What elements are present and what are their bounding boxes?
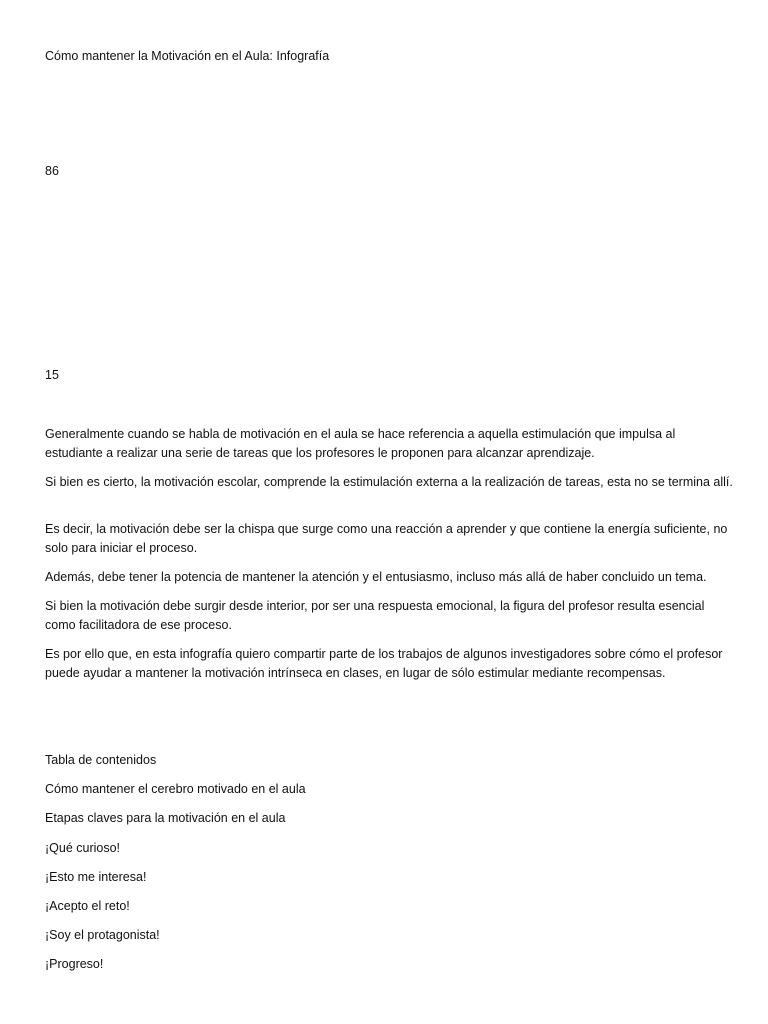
toc-item[interactable]: Cómo mantener el cerebro motivado en el aula bbox=[45, 782, 306, 796]
toc-item[interactable]: ¡Soy el protagonista! bbox=[45, 928, 160, 942]
body-paragraph: Si bien la motivación debe surgir desde interior, por ser una respuesta emocional, la figura del profesor resulta esencial como facilitadora de ese proceso. bbox=[45, 599, 705, 632]
body-paragraph: Es decir, la motivación debe ser la chispa que surge como una reacción a aprender y que contiene la energía suficiente, no solo para iniciar el proceso. bbox=[45, 522, 728, 555]
body-paragraph: Además, debe tener la potencia de mantener la atención y el entusiasmo, incluso más allá de haber concluido un tema. bbox=[45, 570, 707, 584]
stat-number: 86 bbox=[45, 164, 59, 178]
body-paragraph: Si bien es cierto, la motivación escolar, comprende la estimulación externa a la realización de tareas, esta no se termina allí. bbox=[45, 475, 733, 489]
toc-heading: Tabla de contenidos bbox=[45, 753, 157, 767]
toc-item[interactable]: ¡Acepto el reto! bbox=[45, 899, 130, 913]
body-paragraph: Es por ello que, en esta infografía quiero compartir parte de los trabajos de algunos investigadores sobre cómo el profesor puede ayudar a mantener la motivación intrínseca en clases, en lugar de sólo estimular mediante recompensas. bbox=[45, 647, 723, 680]
body-paragraph: Generalmente cuando se habla de motivación en el aula se hace referencia a aquella estimulación que impulsa al estudiante a realizar una serie de tareas que los profesores le proponen para alcanzar aprendizaje. bbox=[45, 427, 676, 460]
toc-item[interactable]: ¡Esto me interesa! bbox=[45, 870, 147, 884]
toc-item[interactable]: Etapas claves para la motivación en el aula bbox=[45, 811, 286, 825]
document-title: Cómo mantener la Motivación en el Aula: Infografía bbox=[45, 49, 330, 63]
toc-item[interactable]: ¡Qué curioso! bbox=[45, 841, 121, 855]
toc-item[interactable]: ¡Progreso! bbox=[45, 957, 104, 971]
stat-number: 15 bbox=[45, 368, 59, 382]
